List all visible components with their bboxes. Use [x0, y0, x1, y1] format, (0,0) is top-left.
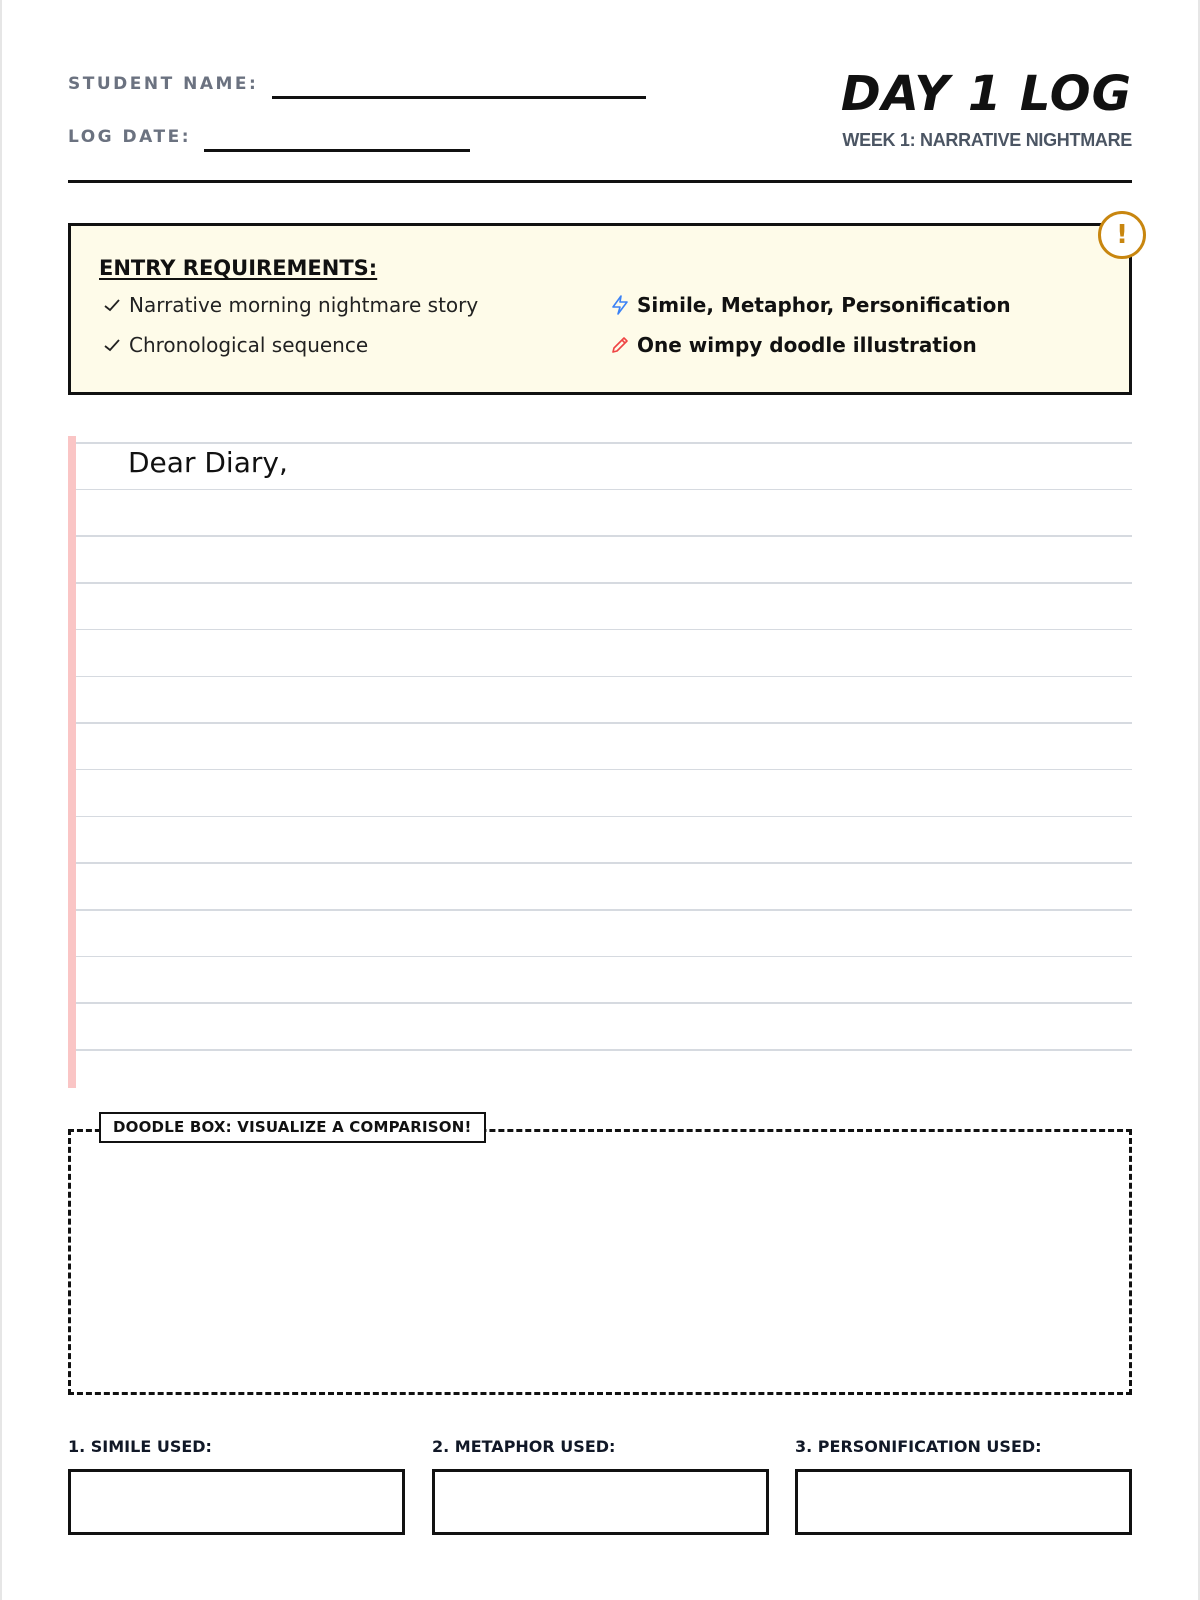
- lightning-icon: [609, 294, 631, 316]
- simile-label: 1. SIMILE USED:: [68, 1437, 212, 1456]
- requirement-label: Narrative morning nightmare story: [129, 293, 479, 317]
- diary-rule-line: [76, 862, 1132, 864]
- metaphor-answer-box[interactable]: [432, 1469, 769, 1535]
- diary-rule-line: [76, 582, 1132, 584]
- log-date-label: LOG DATE:: [68, 127, 192, 147]
- requirement-label: One wimpy doodle illustration: [637, 333, 977, 357]
- diary-rule-line: [76, 816, 1132, 818]
- diary-rule-line: [76, 629, 1132, 631]
- alert-icon: !: [1098, 211, 1146, 259]
- check-icon: [101, 334, 123, 356]
- doodle-box-label: DOODLE BOX: VISUALIZE A COMPARISON!: [99, 1112, 486, 1143]
- student-name-field[interactable]: [272, 96, 646, 99]
- metaphor-label: 2. METAPHOR USED:: [432, 1437, 616, 1456]
- page-subtitle: WEEK 1: NARRATIVE NIGHTMARE: [842, 130, 1132, 150]
- student-name-label: STUDENT NAME:: [68, 74, 259, 94]
- requirements-heading: ENTRY REQUIREMENTS:: [99, 256, 378, 280]
- diary-rule-line: [76, 1049, 1132, 1051]
- requirement-item: [101, 333, 368, 357]
- simile-answer-box[interactable]: [68, 1469, 405, 1535]
- pencil-icon: [609, 334, 631, 356]
- check-icon: [101, 294, 123, 316]
- diary-rule-line: [76, 489, 1132, 491]
- page-edge-left: [0, 0, 2, 1600]
- header-divider: [68, 180, 1132, 183]
- diary-rule-line: [76, 1002, 1132, 1004]
- requirement-item: [609, 333, 977, 357]
- requirement-item: [101, 293, 478, 317]
- diary-rule-line: [76, 956, 1132, 958]
- page-title: DAY 1 LOG: [840, 66, 1132, 122]
- diary-rule-line: [76, 535, 1132, 537]
- diary-rule-line: [76, 676, 1132, 678]
- requirement-item: [609, 293, 1011, 317]
- margin-line: [68, 436, 76, 1088]
- diary-rule-line: [76, 442, 1132, 444]
- personification-answer-box[interactable]: [795, 1469, 1132, 1535]
- diary-rule-line: [76, 722, 1132, 724]
- doodle-box[interactable]: [68, 1129, 1132, 1395]
- diary-rule-line: [76, 909, 1132, 911]
- requirement-label: Chronological sequence: [129, 333, 369, 357]
- requirements-box: [68, 223, 1132, 395]
- diary-greeting: Dear Diary,: [128, 446, 288, 479]
- personification-label: 3. PERSONIFICATION USED:: [795, 1437, 1042, 1456]
- diary-rule-line: [76, 769, 1132, 771]
- log-date-field[interactable]: [204, 149, 470, 152]
- requirement-label: Simile, Metaphor, Personification: [637, 293, 1011, 317]
